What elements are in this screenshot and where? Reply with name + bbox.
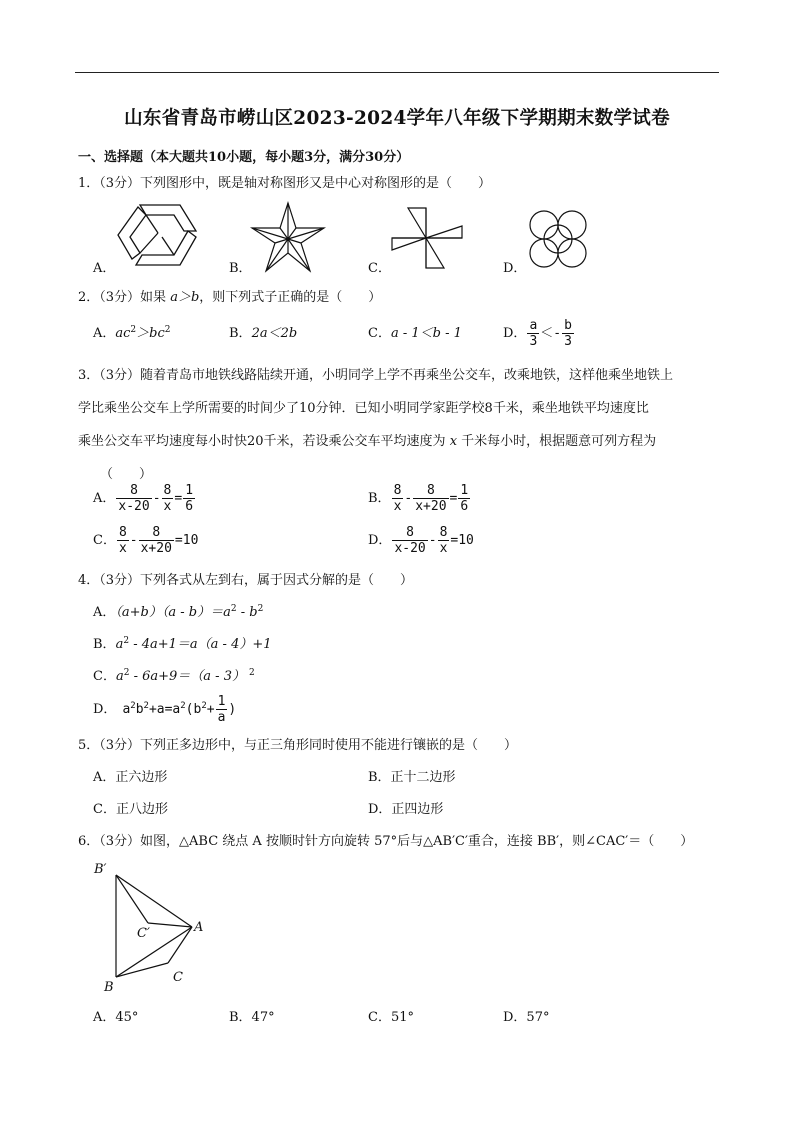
q1-option-a: A． [93, 261, 116, 276]
q2-option-c: C．a - 1＜b - 1 [368, 326, 462, 341]
label-a: A [194, 920, 204, 935]
q5-option-b: B．正十二边形 [368, 770, 456, 785]
q3-option-d: D． $\frac{8}{x-20}$ - $\frac{8}{x}$ =10 [368, 525, 474, 556]
q1-option-c: C． [368, 261, 391, 276]
section-heading: 一、选择题（本大题共10小题，每小题3分，满分30分） [78, 150, 410, 165]
q2-option-a: A．$ac^2>bc^2$ [93, 325, 171, 341]
label-b-prime: B′ [94, 862, 107, 877]
figure-pinwheel [390, 206, 464, 270]
q1-option-b: B． [229, 261, 252, 276]
question-4-stem: 4．（3分）下列各式从左到右，属于因式分解的是（ ） [78, 573, 414, 588]
label-b: B [104, 980, 114, 995]
q4-option-d: D． $a^2b^2+a=a^2(b^2+$ $\frac{1}{a}$ ) [93, 694, 237, 725]
page-title: 山东省青岛市崂山区2023-2024学年八年级下学期期末数学试卷 [124, 108, 670, 129]
q3-option-c: C． $\frac{8}{x}$ - $\frac{8}{x+20}$ =10 [93, 525, 199, 556]
label-c-prime: C′ [137, 926, 150, 941]
q4-option-b: B．$a^2 - 4a+1=a(a - 4)+1$ [93, 636, 272, 652]
figure-four-circles [524, 206, 592, 272]
question-1-stem: 1．（3分）下列图形中，既是轴对称图形又是中心对称图形的是（ ） [78, 176, 492, 191]
question-2-stem: 2．（3分）如果 a＞b，则下列式子正确的是（ ） [78, 290, 382, 305]
q5-option-d: D．正四边形 [368, 802, 444, 817]
q6-option-b: B．47° [229, 1010, 275, 1025]
figure-triangle-chain [118, 203, 204, 273]
figure-star [250, 201, 326, 273]
q3-option-b: B． $\frac{8}{x}$ - $\frac{8}{x+20}$ = $\frac{1}{6}$ [368, 483, 469, 514]
q5-option-a: A．正六边形 [93, 770, 168, 785]
q4-option-a: A．$(a+b)(a - b)=a^2 - b^2$ [93, 604, 264, 620]
header-rule [75, 72, 719, 73]
label-c: C [173, 970, 183, 985]
q4-option-c: C．$a^2 - 6a+9=(a - 3)$ $^2$ [93, 668, 255, 684]
q1-option-d: D． [503, 261, 527, 276]
q6-option-d: D．57° [503, 1010, 550, 1025]
q2-option-d: D． $\frac{a}{3}$ ＜- $\frac{b}{3}$ [503, 318, 572, 349]
q6-option-a: A．45° [93, 1010, 139, 1025]
question-6-stem: 6．（3分）如图，△ABC 绕点 A 按顺时针方向旋转 57°后与△AB′C′重合，连接 BB′，则∠CAC′＝（ ） [78, 834, 694, 849]
question-5-stem: 5．（3分）下列正多边形中，与正三角形同时使用不能进行镶嵌的是（ ） [78, 738, 518, 753]
q6-option-c: C．51° [368, 1010, 414, 1025]
q2-option-b: B．2a＜2b [229, 326, 298, 341]
q3-option-a: A． $\frac{8}{x-20}$ - $\frac{8}{x}$ = $\frac{1}{6}$ [93, 483, 194, 514]
q5-option-c: C．正八边形 [93, 802, 168, 817]
